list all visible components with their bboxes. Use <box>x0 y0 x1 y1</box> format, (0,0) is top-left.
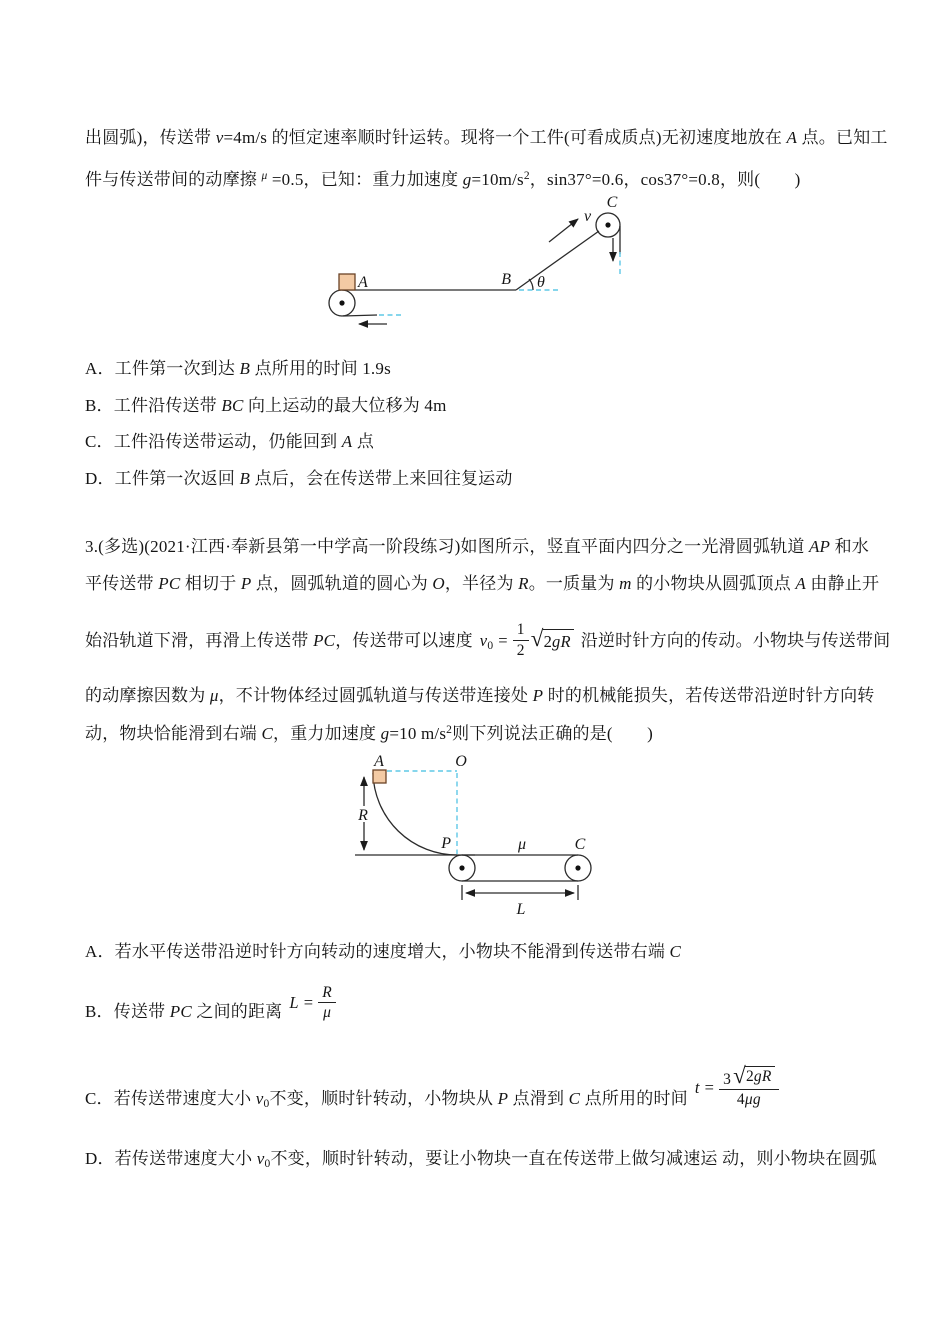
theta-angle-arc <box>529 279 533 290</box>
label-center-o: O <box>455 753 467 770</box>
formula-t-numerator <box>719 1063 778 1090</box>
block-m <box>373 770 386 783</box>
label-length-l: L <box>516 901 526 917</box>
q2-stem-line-2: 件与传送带间的动摩擦 $^\mu$ =0.5，已知：重力加速度 $g=10m/s^2$，sin37°=0.6，cos37°=0.8，则( ) <box>85 170 801 189</box>
formula-t-lhs: t <box>694 1078 700 1098</box>
q2-stem-line-1: 出圆弧)，传送带 v=4m/s 的恒定速率顺时针运转。现将一个工件(可看成质点)无初速度地放在 A 点。已知工 <box>85 128 888 147</box>
belt-incline-line <box>516 231 599 290</box>
formula-l-numerator: R <box>318 984 336 1004</box>
q3-option-b <box>85 977 343 1023</box>
formula-v0 <box>480 621 574 660</box>
label-radius-r: R <box>358 807 368 824</box>
formula-t-equals: = <box>704 1078 715 1098</box>
formula-v0-numerator: 1 <box>513 621 529 641</box>
q3-stem-line-5: 动，物块恰能滑到右端 C，重力加速度 g=10 $m/s^2$则下列说法正确的是( ) <box>85 724 654 743</box>
radical-sign: √ <box>530 626 544 651</box>
formula-v0-radicand: 2gR <box>543 629 574 653</box>
q3-option-b-text: B．传送带 PC 之间的距离 <box>85 1002 283 1021</box>
belt-velocity-arrow <box>549 219 578 242</box>
q2-option-b: B．工件沿传送带 BC 向上运动的最大位移为 4m <box>85 396 447 415</box>
radical-sign: √ <box>733 1063 746 1089</box>
q3-diagram <box>345 753 610 917</box>
label-mu: μ <box>517 836 527 853</box>
pulley-p <box>449 855 475 881</box>
formula-v0-fraction <box>513 621 529 660</box>
label-velocity-v: v <box>584 208 592 225</box>
q3-stem-line-1: 3.(多选)(2021·江西·奉新县第一中学高一阶段练习)如图所示，竖直平面内四分之一光滑圆弧轨道 AP 和水 <box>85 537 869 556</box>
formula-t-fraction <box>719 1063 778 1110</box>
formula-v0-equals: = <box>498 631 508 650</box>
label-point-a: A <box>358 274 368 291</box>
pulley-top-right <box>596 213 620 237</box>
formula-t-radical <box>733 1063 774 1089</box>
label-point-b: B <box>501 271 511 288</box>
label-point-c: C <box>574 836 586 853</box>
q3-stem-line-3-pre: 始沿轨道下滑，再滑上传送带 PC，传送带可以速度 <box>85 631 473 650</box>
formula-l-equals: = <box>303 993 314 1013</box>
workpiece-block <box>339 274 355 290</box>
formula-t-coefficient: 3 <box>723 1070 732 1088</box>
formula-v0-radical <box>530 626 574 653</box>
q3-option-c <box>85 1056 786 1110</box>
q3-option-c-text: C．若传送带速度大小 $v_0$不变，顺时针转动，小物块从 P 点滑到 C 点所用的时间 <box>85 1089 688 1110</box>
formula-l <box>289 984 336 1023</box>
formula-t <box>694 1063 779 1110</box>
q3-option-a: A．若水平传送带沿逆时针方向转动的速度增大，小物块不能滑到传送带右端 C <box>85 942 682 961</box>
q3-stem-line-3-post: 沿逆时针方向的传动。小物块与传送带间 <box>580 631 891 650</box>
label-point-a: A <box>374 753 384 770</box>
q3-stem-line-3 <box>85 615 890 667</box>
q2-option-d: D．工件第一次返回 B 点后，会在传送带上来回往复运动 <box>85 469 513 488</box>
pulley-left <box>329 290 355 316</box>
label-point-p: P <box>441 835 451 852</box>
formula-v0-denominator: 2 <box>516 642 525 659</box>
formula-v0-lhs: $v_0$ <box>479 631 494 652</box>
label-theta: θ <box>537 274 545 291</box>
label-point-c: C <box>606 194 618 211</box>
q3-option-d: D．若传送带速度大小 $v_0$不变，顺时针转动，要让小物块一直在传送带上做匀减速运 动，则小物块在圆弧 <box>85 1149 877 1170</box>
formula-l-fraction <box>318 984 336 1023</box>
q2-option-c: C．工件沿传送带运动，仍能回到 A 点 <box>85 432 375 451</box>
q3-stem-line-4: 的动摩擦因数为 μ，不计物体经过圆弧轨道与传送带连接处 P 时的机械能损失，若传送带沿逆时针方向转 <box>85 686 875 705</box>
pulley-c <box>565 855 591 881</box>
formula-t-denominator: 4 μg <box>736 1091 761 1109</box>
q2-diagram <box>295 190 655 338</box>
q2-option-a: A．工件第一次到达 B 点所用的时间 1.9s <box>85 359 391 378</box>
formula-t-radicand: 2gR <box>745 1066 775 1087</box>
formula-l-lhs: L <box>289 993 299 1013</box>
formula-l-denominator: μ <box>323 1004 332 1022</box>
q3-stem-line-2: 平传送带 PC 相切于 P 点，圆弧轨道的圆心为 O，半径为 R。一质量为 m 的小物块从圆弧顶点 A 由静止开 <box>85 574 880 593</box>
